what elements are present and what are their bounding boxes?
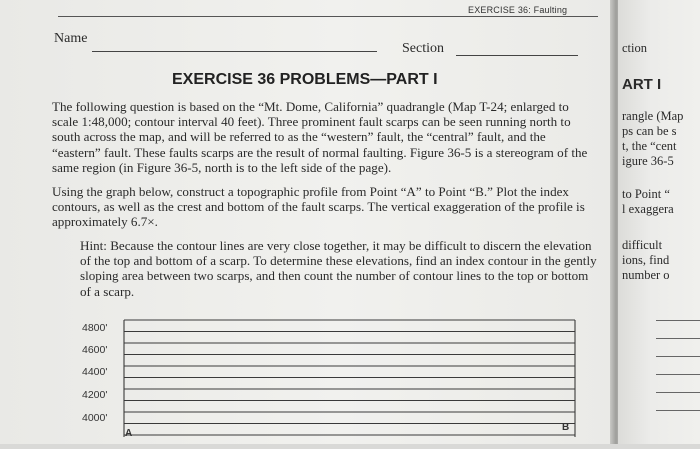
facing-grid-line <box>656 356 700 357</box>
running-head: EXERCISE 36: Faulting <box>468 5 568 15</box>
facing-fragment: t, the “cent <box>622 139 677 153</box>
hint-paragraph: Hint: Because the contour lines are very close together, it may be difficult to discern the elevation of the top and bottom of a scarp. To determine these elevations, find an index contour in the gently sloping area between two scarps, and then count the number of contour lines to the top or bottom of a scarp. <box>80 238 597 299</box>
facing-grid-line <box>656 374 700 375</box>
facing-page-edge <box>618 0 700 444</box>
facing-fragment: ps can be s <box>622 124 677 138</box>
facing-fragment: difficult <box>622 238 663 252</box>
facing-grid-line <box>656 338 700 339</box>
point-a-label: A <box>125 428 133 439</box>
y-label-4000: 4000' <box>82 412 108 424</box>
facing-grid-line <box>656 410 700 411</box>
header-rule <box>58 16 598 17</box>
section-label: Section <box>402 41 444 56</box>
facing-grid-line <box>656 392 700 393</box>
y-label-4400: 4400' <box>82 366 108 378</box>
point-b-label: B <box>562 422 570 433</box>
instructions-paragraph: Using the graph below, construct a topographic profile from Point “A” to Point “B.” Plot the index contours, as well as the crest and bottom of the fault scarps. The vertical exaggeration of the profile is approximately 6.7×. <box>52 184 585 230</box>
intro-paragraph: The following question is based on the “Mt. Dome, California” quadrangle (Map T-24; enlarged to scale 1:48,000; contour interval 40 feet). Three prominent fault scarps can be seen running north to south across the map, and will be referred to as the “western” fault, the “central” fault, and the “eastern” fault. These faults scarps are the result of normal faulting. Figure 36-5 is a stereogram of the same region (in Figure 36-5, north is to the left side of the page). <box>52 99 588 175</box>
facing-fragment: ART I <box>622 76 662 93</box>
section-blank-line <box>456 55 578 56</box>
facing-fragment: ions, find <box>622 253 670 267</box>
profile-graph <box>0 300 615 444</box>
facing-fragment: l exaggera <box>622 202 674 216</box>
name-blank-line <box>92 51 377 52</box>
facing-fragment: to Point “ <box>622 187 670 201</box>
facing-fragment: ction <box>622 41 647 55</box>
facing-grid-line <box>656 320 700 321</box>
exercise-title: EXERCISE 36 PROBLEMS—PART I <box>172 71 438 88</box>
facing-fragment: igure 36-5 <box>622 154 674 168</box>
name-label: Name <box>54 31 88 46</box>
y-label-4800: 4800' <box>82 322 108 334</box>
facing-fragment: rangle (Map <box>622 109 684 123</box>
y-label-4200: 4200' <box>82 389 108 401</box>
y-label-4600: 4600' <box>82 344 108 356</box>
facing-fragment: number o <box>622 268 670 282</box>
